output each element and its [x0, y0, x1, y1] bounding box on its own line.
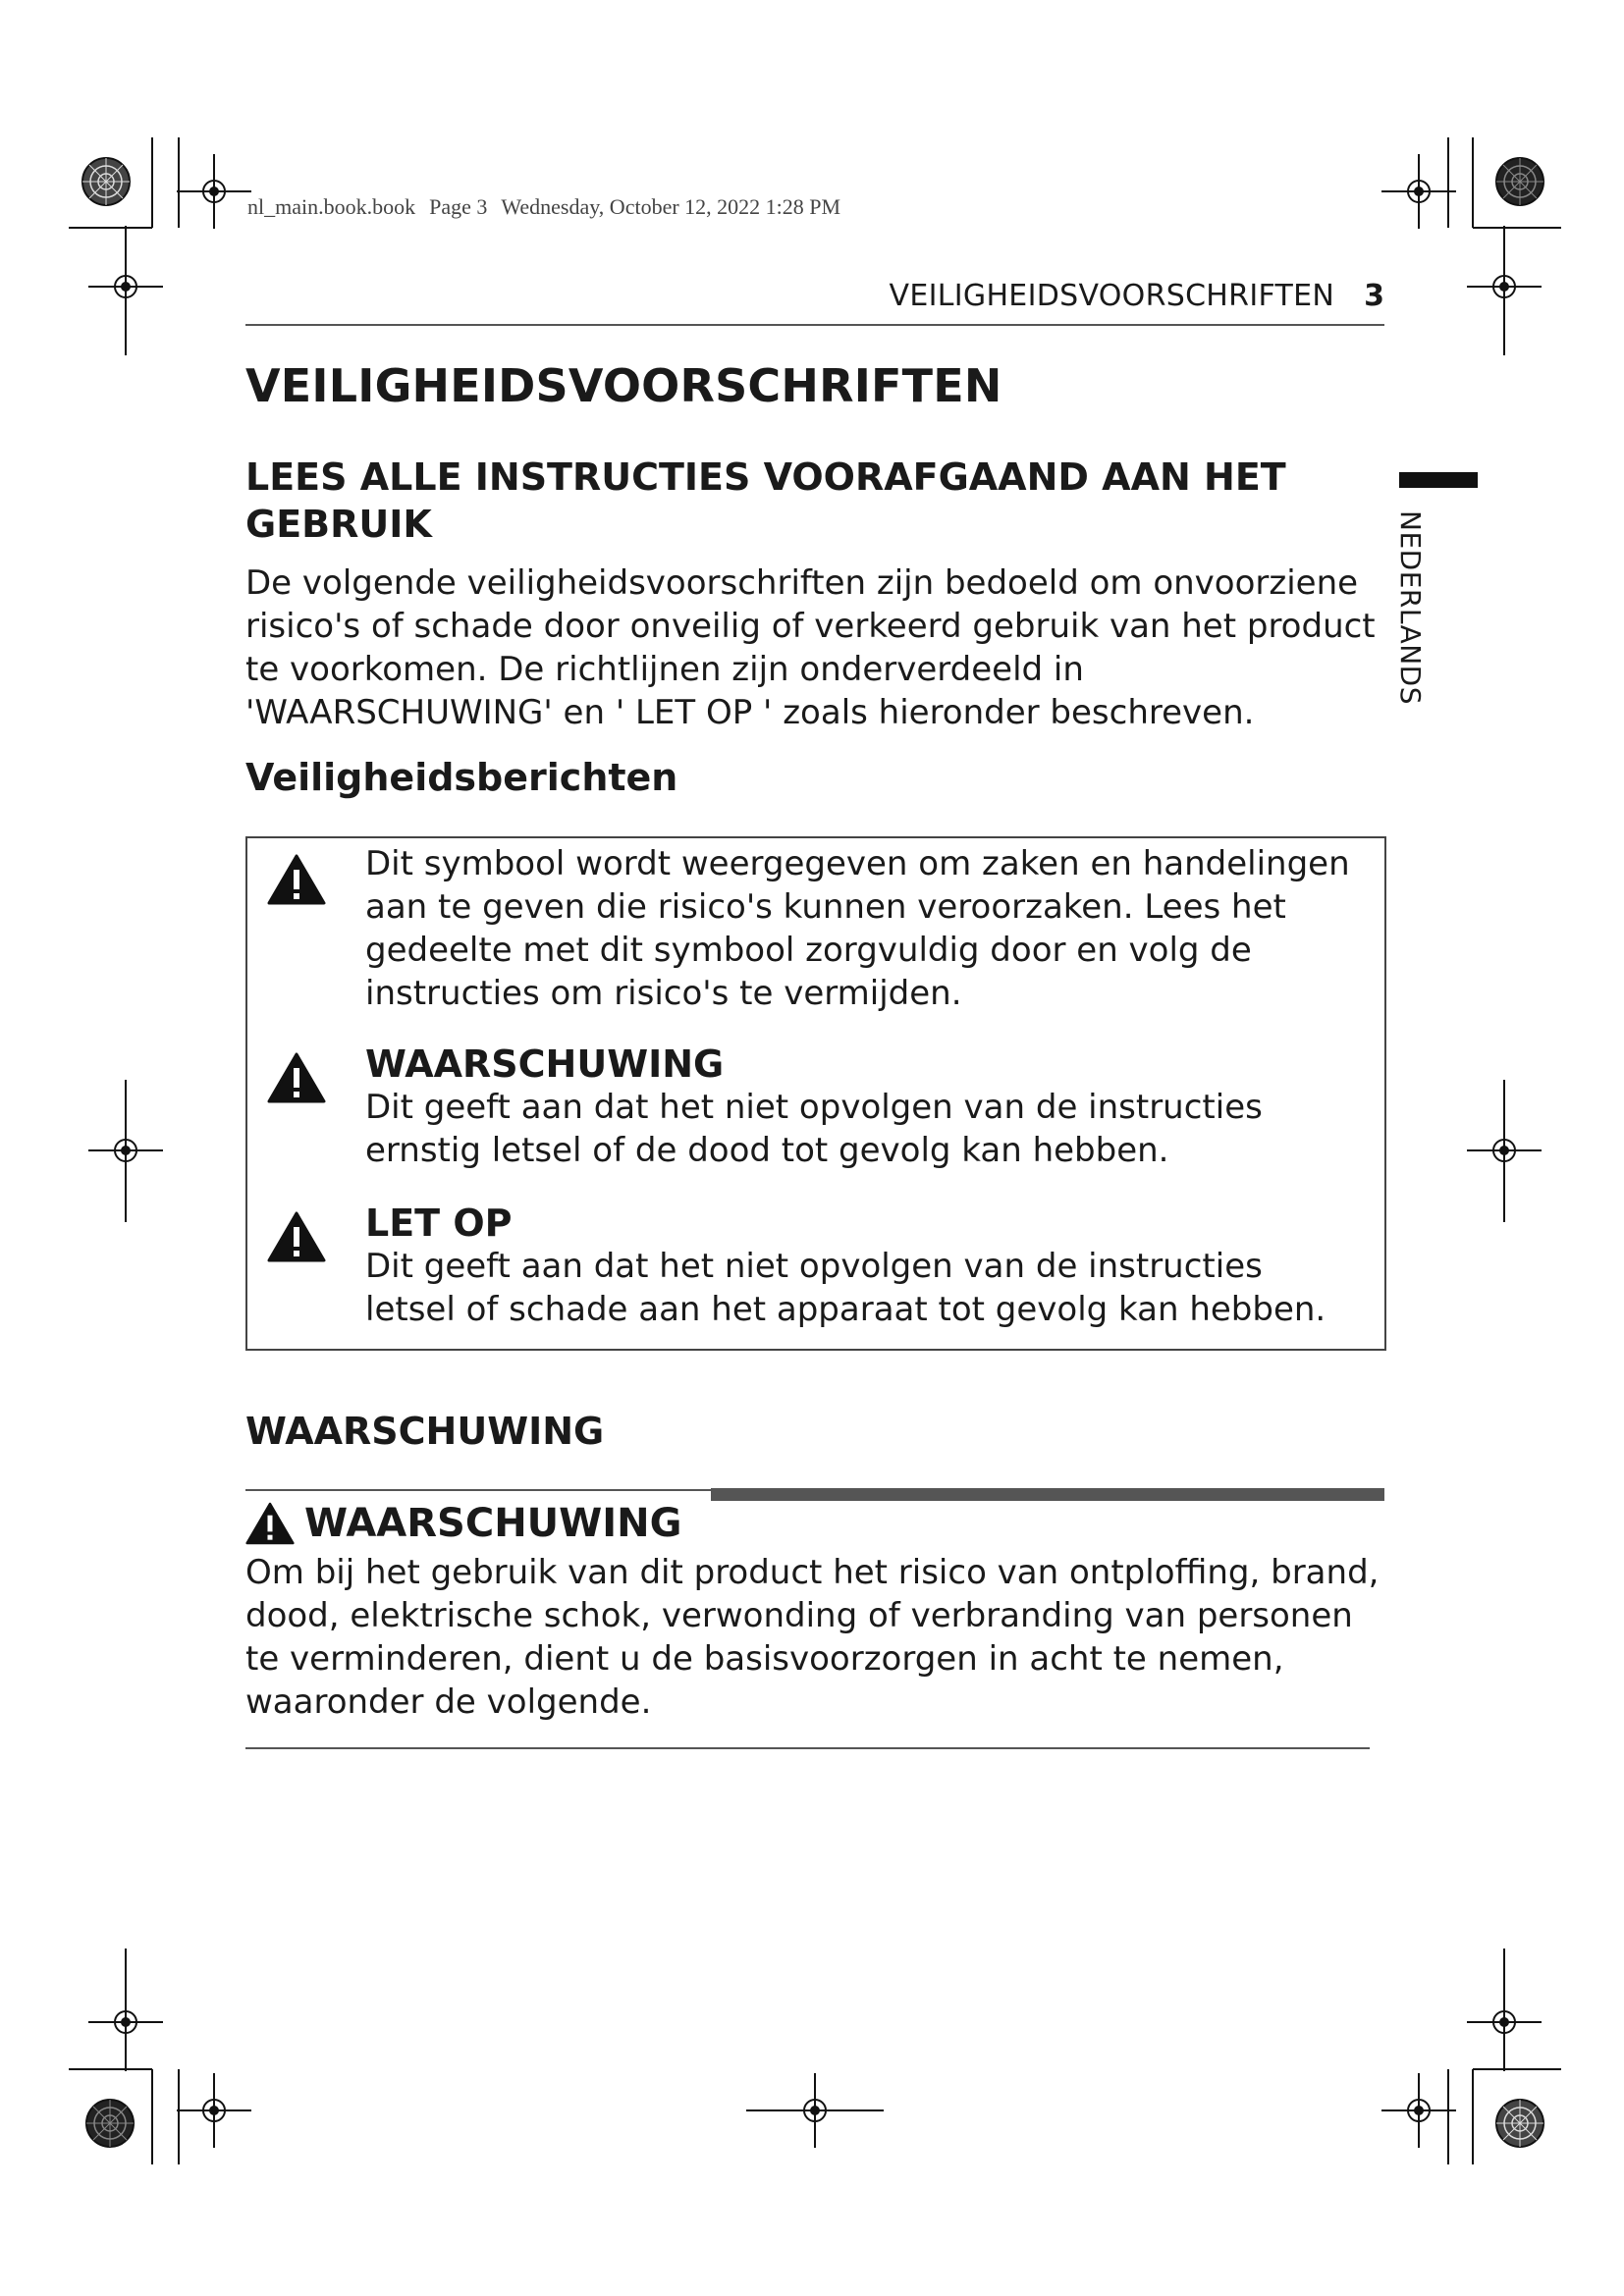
warning-section-heading: WAARSCHUWING — [245, 1410, 605, 1453]
warning-triangle-icon — [267, 854, 326, 905]
page-number: 3 — [1364, 279, 1384, 313]
slug-datetime: Wednesday, October 12, 2022 1:28 PM — [501, 194, 841, 219]
section-subtitle: LEES ALLE INSTRUCTIES VOORAFGAAND AAN HET GEBRUIK — [245, 455, 1286, 546]
warning-triangle-icon — [245, 1502, 295, 1545]
message-text-warning: Dit geeft aan dat het niet opvolgen van de instructies ernstig letsel of de dood tot gevolg kan hebben. — [365, 1088, 1263, 1170]
message-title-caution: LET OP — [365, 1201, 513, 1245]
warning-triangle-icon — [267, 1211, 326, 1262]
print-slug — [247, 194, 840, 220]
message-title-warning: WAARSCHUWING — [365, 1042, 725, 1086]
slug-page: Page 3 — [429, 194, 488, 219]
message-text-symbol: Dit symbool wordt weergegeven om zaken en handelingen aan te geven die risico's kunnen veroorzaken. Lees het gedeelte met dit symbool zorgvuldig door en volg de instructies om risico's te vermijden. — [365, 844, 1350, 1013]
warning-body: Om bij het gebruik van dit product het risico van ontploffing, brand, dood, elektrische schok, verwonding of verbranding van personen te verminderen, dient u de basisvoorzorgen in acht te nemen, waaronder de volgende. — [245, 1553, 1380, 1722]
warning-triangle-icon — [267, 1052, 326, 1103]
messages-heading: Veiligheidsberichten — [245, 756, 678, 799]
intro-paragraph: De volgende veiligheidsvoorschriften zijn bedoeld om onvoorziene risico's of schade door onveilig of verkeerd gebruik van het product te voorkomen. De richtlijnen zijn onderverdeeld in 'WAARSCHUWING' en ' LET OP ' zoals hieronder beschreven. — [245, 563, 1376, 732]
slug-file: nl_main.book.book — [247, 194, 416, 219]
warning-bar — [711, 1488, 1384, 1501]
bottom-rule — [245, 1747, 1370, 1749]
side-tab-bar — [1399, 472, 1478, 488]
side-tab-language: NEDERLANDS — [1394, 510, 1427, 706]
running-header-title: VEILIGHEIDSVOORSCHRIFTEN — [889, 279, 1335, 313]
page-title: VEILIGHEIDSVOORSCHRIFTEN — [245, 359, 1002, 412]
warning-box-title — [245, 1499, 681, 1548]
header-rule — [245, 324, 1384, 326]
running-header — [245, 279, 1384, 313]
message-text-caution: Dit geeft aan dat het niet opvolgen van de instructies letsel of schade aan het apparaat tot gevolg kan hebben. — [365, 1247, 1326, 1329]
warning-box-title-text: WAARSCHUWING — [304, 1501, 682, 1546]
